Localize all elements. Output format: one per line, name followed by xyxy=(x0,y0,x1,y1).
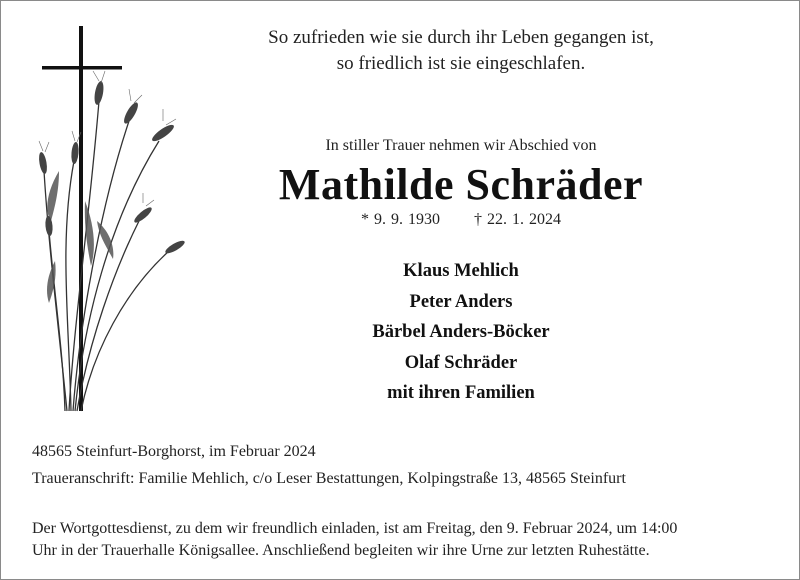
cross-with-wheat-icon xyxy=(29,21,199,421)
life-dates xyxy=(231,209,691,231)
mourning-address: Traueranschrift: Familie Mehlich, c/o Leser Bestattungen, Kolpingstraße 13, 48565 Steinfurt xyxy=(32,470,626,487)
service-info xyxy=(32,518,777,562)
intro-text: In stiller Trauer nehmen wir Abschied von xyxy=(325,137,597,154)
motto xyxy=(231,25,691,77)
deceased-name: Mathilde Schräder xyxy=(278,160,644,209)
place-and-date: 48565 Steinfurt-Borghorst, im Februar 2024 xyxy=(32,443,316,460)
service-line-1: Der Wortgottesdienst, zu dem wir freundlich einladen, ist am Freitag, den 9. Februar 2024, um 14:00 xyxy=(32,520,678,537)
mourner-item: Peter Anders xyxy=(409,291,513,312)
birth-date: * 9. 9. 1930 xyxy=(361,211,440,228)
mourner-item: Olaf Schräder xyxy=(404,352,518,373)
motto-line-1: So zufrieden wie sie durch ihr Leben gegangen ist, xyxy=(268,27,654,48)
mourner-item: mit ihren Familien xyxy=(387,383,535,404)
mourner-item: Klaus Mehlich xyxy=(403,261,519,281)
death-date: † 22. 1. 2024 xyxy=(474,211,561,228)
service-line-2: Uhr in der Trauerhalle Königsallee. Anschließend begleiten wir ihre Urne zur letzten Ruhestätte. xyxy=(32,542,650,559)
mourner-item: Bärbel Anders-Böcker xyxy=(372,322,550,343)
mourners-list xyxy=(231,256,691,409)
motto-line-2: so friedlich ist sie eingeschlafen. xyxy=(336,53,586,74)
